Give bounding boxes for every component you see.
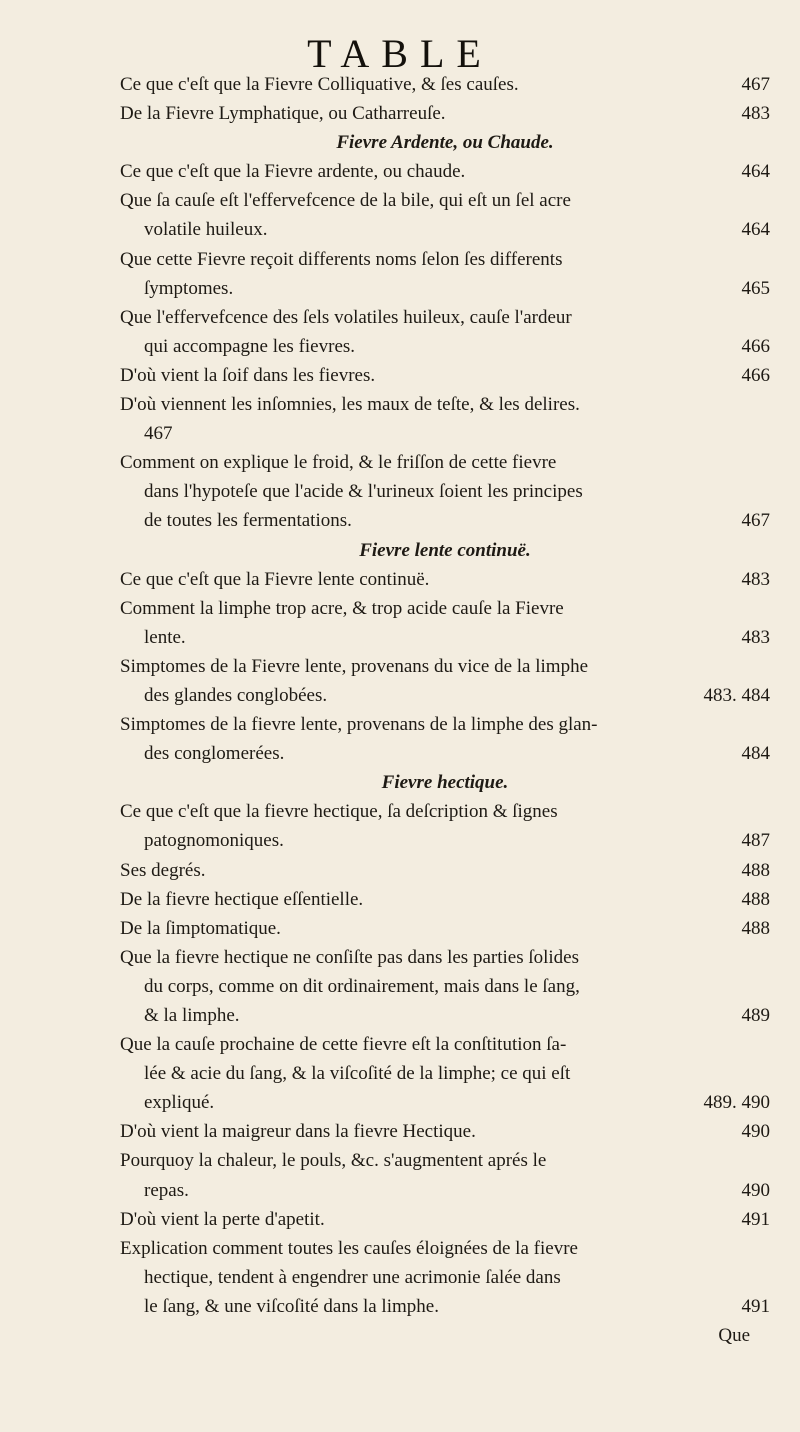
index-entry-line <box>120 1088 770 1117</box>
entry-text: Comment la limphe trop acre, & trop acide cauſe la Fievre <box>120 597 564 619</box>
index-entry-line <box>120 797 770 826</box>
entry-text: Ce que c'eſt que la Fievre lente continuë. <box>120 568 430 590</box>
page-number: 466 <box>741 364 770 386</box>
page-number: 489. 490 <box>703 1092 770 1114</box>
index-entry-line <box>120 1001 770 1030</box>
entry-text: de toutes les fermentations. <box>144 510 352 532</box>
index-entry-line <box>120 215 770 244</box>
entry-text: repas. <box>144 1179 189 1201</box>
index-entry-line <box>120 1234 770 1263</box>
index-entry-line <box>120 477 770 506</box>
page-number: 488 <box>741 888 770 910</box>
entry-text: expliqué. <box>144 1092 215 1114</box>
section-heading <box>120 536 770 565</box>
page-number: 466 <box>741 335 770 357</box>
entry-text: Pourquoy la chaleur, le pouls, &c. s'augmentent aprés le <box>120 1150 547 1172</box>
page-number: 464 <box>741 161 770 183</box>
entry-text: le ſang, & une viſcoſité dans la limphe. <box>144 1295 439 1317</box>
entry-text: patognomoniques. <box>144 830 284 852</box>
index-entry-line <box>120 1263 770 1292</box>
entry-text: Simptomes de la Fievre lente, provenans du vice de la limphe <box>120 655 589 677</box>
entry-text: Simptomes de la fievre lente, provenans de la limphe des glan- <box>120 714 598 736</box>
index-entry-line <box>120 1205 770 1234</box>
index-entry-line <box>120 245 770 274</box>
entry-text: qui accompagne les fievres. <box>144 335 356 357</box>
entry-text: Ce que c'eſt que la Fievre Colliquative, & ſes cauſes. <box>120 74 519 95</box>
index-entry-line <box>120 623 770 652</box>
entry-text: des glandes conglobées. <box>144 684 328 706</box>
entry-text: Fievre lente continuë. <box>359 539 531 561</box>
entry-text: De la ſimptomatique. <box>120 917 281 939</box>
index-entry-line <box>120 1030 770 1059</box>
index-entry-line <box>120 390 770 419</box>
entry-text: dans l'hypoteſe que l'acide & l'urineux ſoient les principes <box>144 481 583 503</box>
entry-text: De la Fievre Lymphatique, ou Catharreuſe. <box>120 103 446 125</box>
section-heading <box>120 128 770 157</box>
index-entry-line <box>120 274 770 303</box>
entry-text: D'où vient la maigreur dans la fievre Hectique. <box>120 1121 476 1143</box>
index-entry-line <box>120 594 770 623</box>
entry-text: des conglomerées. <box>144 743 285 765</box>
entry-text: D'où viennent les inſomnies, les maux de teſte, & les delires. <box>120 394 580 416</box>
page-header: TABLE <box>307 31 493 76</box>
entry-text: du corps, comme on dit ordinairement, mais dans le ſang, <box>144 975 580 997</box>
catchword: Que <box>718 1325 750 1347</box>
index-entry-line <box>120 186 770 215</box>
entry-text: D'où vient la perte d'apetit. <box>120 1208 325 1230</box>
entry-text: Ce que c'eſt que la Fievre ardente, ou chaude. <box>120 161 466 183</box>
entry-text: lée & acie du ſang, & la viſcoſité de la limphe; ce qui eſt <box>144 1063 571 1085</box>
index-entry-line <box>120 303 770 332</box>
page-number: 483 <box>741 568 770 590</box>
entry-text: Comment on explique le froid, & le friſſon de cette fievre <box>120 452 557 474</box>
index-entry-line <box>120 710 770 739</box>
entry-text: hectique, tendent à engendrer une acrimonie ſalée dans <box>144 1266 561 1288</box>
index-entry-line <box>120 565 770 594</box>
index-entry-line <box>120 972 770 1001</box>
page-number: 467 <box>741 74 770 95</box>
entry-text: Que cette Fievre reçoit differents noms ſelon ſes differents <box>120 248 563 270</box>
page-number: 488 <box>741 917 770 939</box>
entry-text: ſymptomes. <box>144 277 234 299</box>
index-entry-line <box>120 1176 770 1205</box>
page-number: 465 <box>741 277 770 299</box>
page-number: 491 <box>741 1295 770 1317</box>
index-entry-line <box>120 1059 770 1088</box>
page-number: 488 <box>741 859 770 881</box>
page-number: 491 <box>741 1208 770 1230</box>
catchword-line <box>120 1321 770 1350</box>
entry-text: lente. <box>144 626 186 648</box>
entry-text: 467 <box>144 423 173 445</box>
index-entry-line <box>120 157 770 186</box>
entry-text: Fievre hectique. <box>381 772 509 794</box>
entry-text: Explication comment toutes les cauſes éloignées de la fievre <box>120 1237 578 1259</box>
entry-text: Ce que c'eſt que la fievre hectique, ſa deſcription & ſignes <box>120 801 558 823</box>
page-number: 483. 484 <box>703 684 770 706</box>
index-entry-line <box>120 419 770 448</box>
entry-text: Que la cauſe prochaine de cette fievre eſt la conſtitution ſa- <box>120 1034 567 1056</box>
entry-text: De la fievre hectique eſſentielle. <box>120 888 364 910</box>
index-entry-line <box>120 448 770 477</box>
page-number: 464 <box>741 219 770 241</box>
index-entry-line <box>120 739 770 768</box>
page-number: 483 <box>741 103 770 125</box>
index-entry-line <box>120 99 770 128</box>
index-entries <box>120 70 770 1350</box>
entry-text: volatile huileux. <box>144 219 268 241</box>
entry-text: Que la fievre hectique ne conſiſte pas dans les parties ſolides <box>120 946 580 968</box>
section-heading <box>120 768 770 797</box>
index-entry-line <box>120 826 770 855</box>
index-entry-line <box>120 1292 770 1321</box>
index-entry-line <box>120 914 770 943</box>
index-entry-line <box>120 70 770 99</box>
index-entry-line <box>120 1117 770 1146</box>
page-number: 483 <box>741 626 770 648</box>
entry-text: & la limphe. <box>144 1005 240 1026</box>
index-entry-line <box>120 856 770 885</box>
index-entry-line <box>120 361 770 390</box>
page-number: 484 <box>741 743 770 765</box>
index-entry-line <box>120 943 770 972</box>
index-entry-line <box>120 681 770 710</box>
index-entry-line <box>120 1146 770 1175</box>
index-entry-line <box>120 332 770 361</box>
index-entry-line <box>120 652 770 681</box>
index-entry-line <box>120 506 770 535</box>
entry-text: Que l'effervefcence des ſels volatiles huileux, cauſe l'ardeur <box>120 306 572 328</box>
page-number: 487 <box>741 830 770 852</box>
page-number: 489 <box>741 1005 770 1026</box>
page-number: 490 <box>741 1121 770 1143</box>
entry-text: Que ſa cauſe eſt l'effervefcence de la bile, qui eſt un ſel acre <box>120 190 571 212</box>
page-number: 467 <box>741 510 770 532</box>
entry-text: Ses degrés. <box>120 859 206 881</box>
index-entry-line <box>120 885 770 914</box>
page-number: 490 <box>741 1179 770 1201</box>
entry-text: D'où vient la ſoif dans les fievres. <box>120 364 376 386</box>
entry-text: Fievre Ardente, ou Chaude. <box>336 132 554 154</box>
